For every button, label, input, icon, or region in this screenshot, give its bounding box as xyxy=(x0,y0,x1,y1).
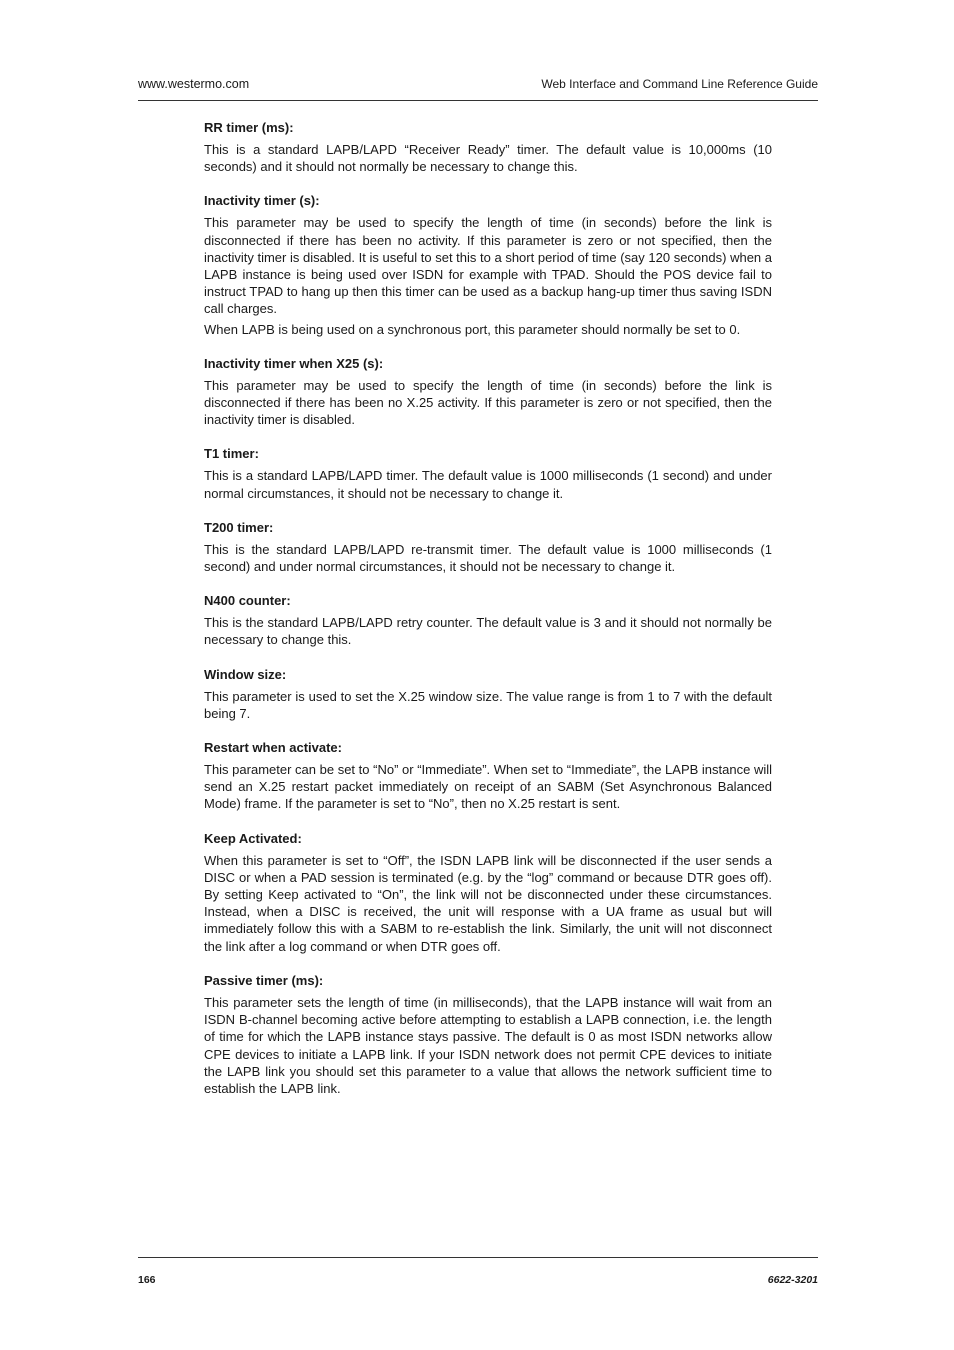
section-keep-activated xyxy=(204,831,772,955)
section-paragraph: This parameter sets the length of time (in milliseconds), that the LAPB instance will wait from an ISDN B-channel becoming active before attempting to establish a LAPB connection, i.e. the length of time for which the LAPB instance stays passive. The default is 0 as most ISDN networks allow CPE devices to initiate a LAPB link. If your ISDN network does not permit CPE devices to initiate the LAPB link you should set this parameter to a value that allows the network sufficient time to establish the LAPB link. xyxy=(204,994,772,1096)
page-footer xyxy=(138,1257,818,1286)
section-paragraph: This parameter can be set to “No” or “Immediate”. When set to “Immediate”, the LAPB instance will send an X.25 restart packet immediately on receipt of an SABM (Set Asynchronous Balanced Mode) frame. If the parameter is set to “No”, then no X.25 restart is sent. xyxy=(204,762,772,812)
section-paragraph: When this parameter is set to “Off”, the ISDN LAPB link will be disconnected if the user sends a DISC or when a PAD session is terminated (e.g. by the “log” command or because DTR goes off). By setting Keep activated to “On”, the link will not be disconnected under these circumstances. Instead, when a DISC is received, the unit will response with a UA frame as usual but will immediately follow this with a SABM to re-establish the link. Similarly, the unit will not disconnect the link after a log command or when DTR goes off. xyxy=(204,852,772,954)
main-content xyxy=(204,120,772,1115)
section-paragraph: This is a standard LAPB/LAPD timer. The default value is 1000 milliseconds (1 second) and under normal circumstances, it should not be necessary to change it. xyxy=(204,468,772,501)
section-paragraph: This is the standard LAPB/LAPD retry counter. The default value is 3 and it should not normally be necessary to change this. xyxy=(204,615,772,648)
page-number: 166 xyxy=(138,1274,156,1286)
section-heading: Restart when activate: xyxy=(204,740,342,756)
section-paragraph: This is the standard LAPB/LAPD re-transmit timer. The default value is 1000 milliseconds (1 second) and under normal circumstances, it should not be necessary to change it. xyxy=(204,541,772,575)
section-paragraph: This parameter is used to set the X.25 window size. The value range is from 1 to 7 with the default being 7. xyxy=(204,688,772,721)
section-heading: Window size: xyxy=(204,666,287,682)
section-paragraph: This parameter may be used to specify the length of time (in seconds) before the link is disconnected if there has been no activity. If this parameter is zero or not specified, then the inactivity timer is disabled. It is useful to set this to a short period of time (say 120 seconds) when a LAPB instance is being used over ISDN for example with TPAD. Should the POS device fail to instruct TPAD to hang up then this timer can be used as a backup hang-up timer thus saving ISDN call charges. xyxy=(204,215,772,317)
section-heading: Inactivity timer (s): xyxy=(204,193,320,209)
section-heading: N400 counter: xyxy=(204,593,291,609)
section-inactivity-timer xyxy=(204,193,772,337)
section-passive-timer xyxy=(204,973,772,1097)
section-heading: T1 timer: xyxy=(204,446,259,462)
section-n400-counter xyxy=(204,593,772,648)
section-window-size xyxy=(204,667,772,722)
section-t200-timer xyxy=(204,520,772,575)
page-header xyxy=(138,76,818,101)
section-paragraph: This is a standard LAPB/LAPD “Receiver Ready” timer. The default value is 10,000ms (10 seconds) and it should not normally be necessary to change this. xyxy=(204,142,772,175)
section-restart-when-activate xyxy=(204,740,772,813)
section-paragraph: When LAPB is being used on a synchronous port, this parameter should normally be set to 0. xyxy=(204,321,741,337)
section-heading: T200 timer: xyxy=(204,519,274,535)
section-paragraph: This parameter may be used to specify the length of time (in seconds) before the link is disconnected if there has been no X.25 activity. If this parameter is zero or not specified, then the inactivity timer is disabled. xyxy=(204,377,772,428)
guide-title: Web Interface and Command Line Reference Guide xyxy=(541,77,818,91)
site-url[interactable]: www.westermo.com xyxy=(138,77,250,91)
section-heading: Keep Activated: xyxy=(204,830,302,846)
section-heading: Inactivity timer when X25 (s): xyxy=(204,355,384,371)
section-rr-timer xyxy=(204,120,772,175)
section-heading: Passive timer (ms): xyxy=(204,972,324,988)
section-heading: RR timer (ms): xyxy=(204,120,294,135)
section-inactivity-timer-x25 xyxy=(204,356,772,429)
document-number: 6622-3201 xyxy=(767,1274,818,1286)
section-t1-timer xyxy=(204,446,772,501)
